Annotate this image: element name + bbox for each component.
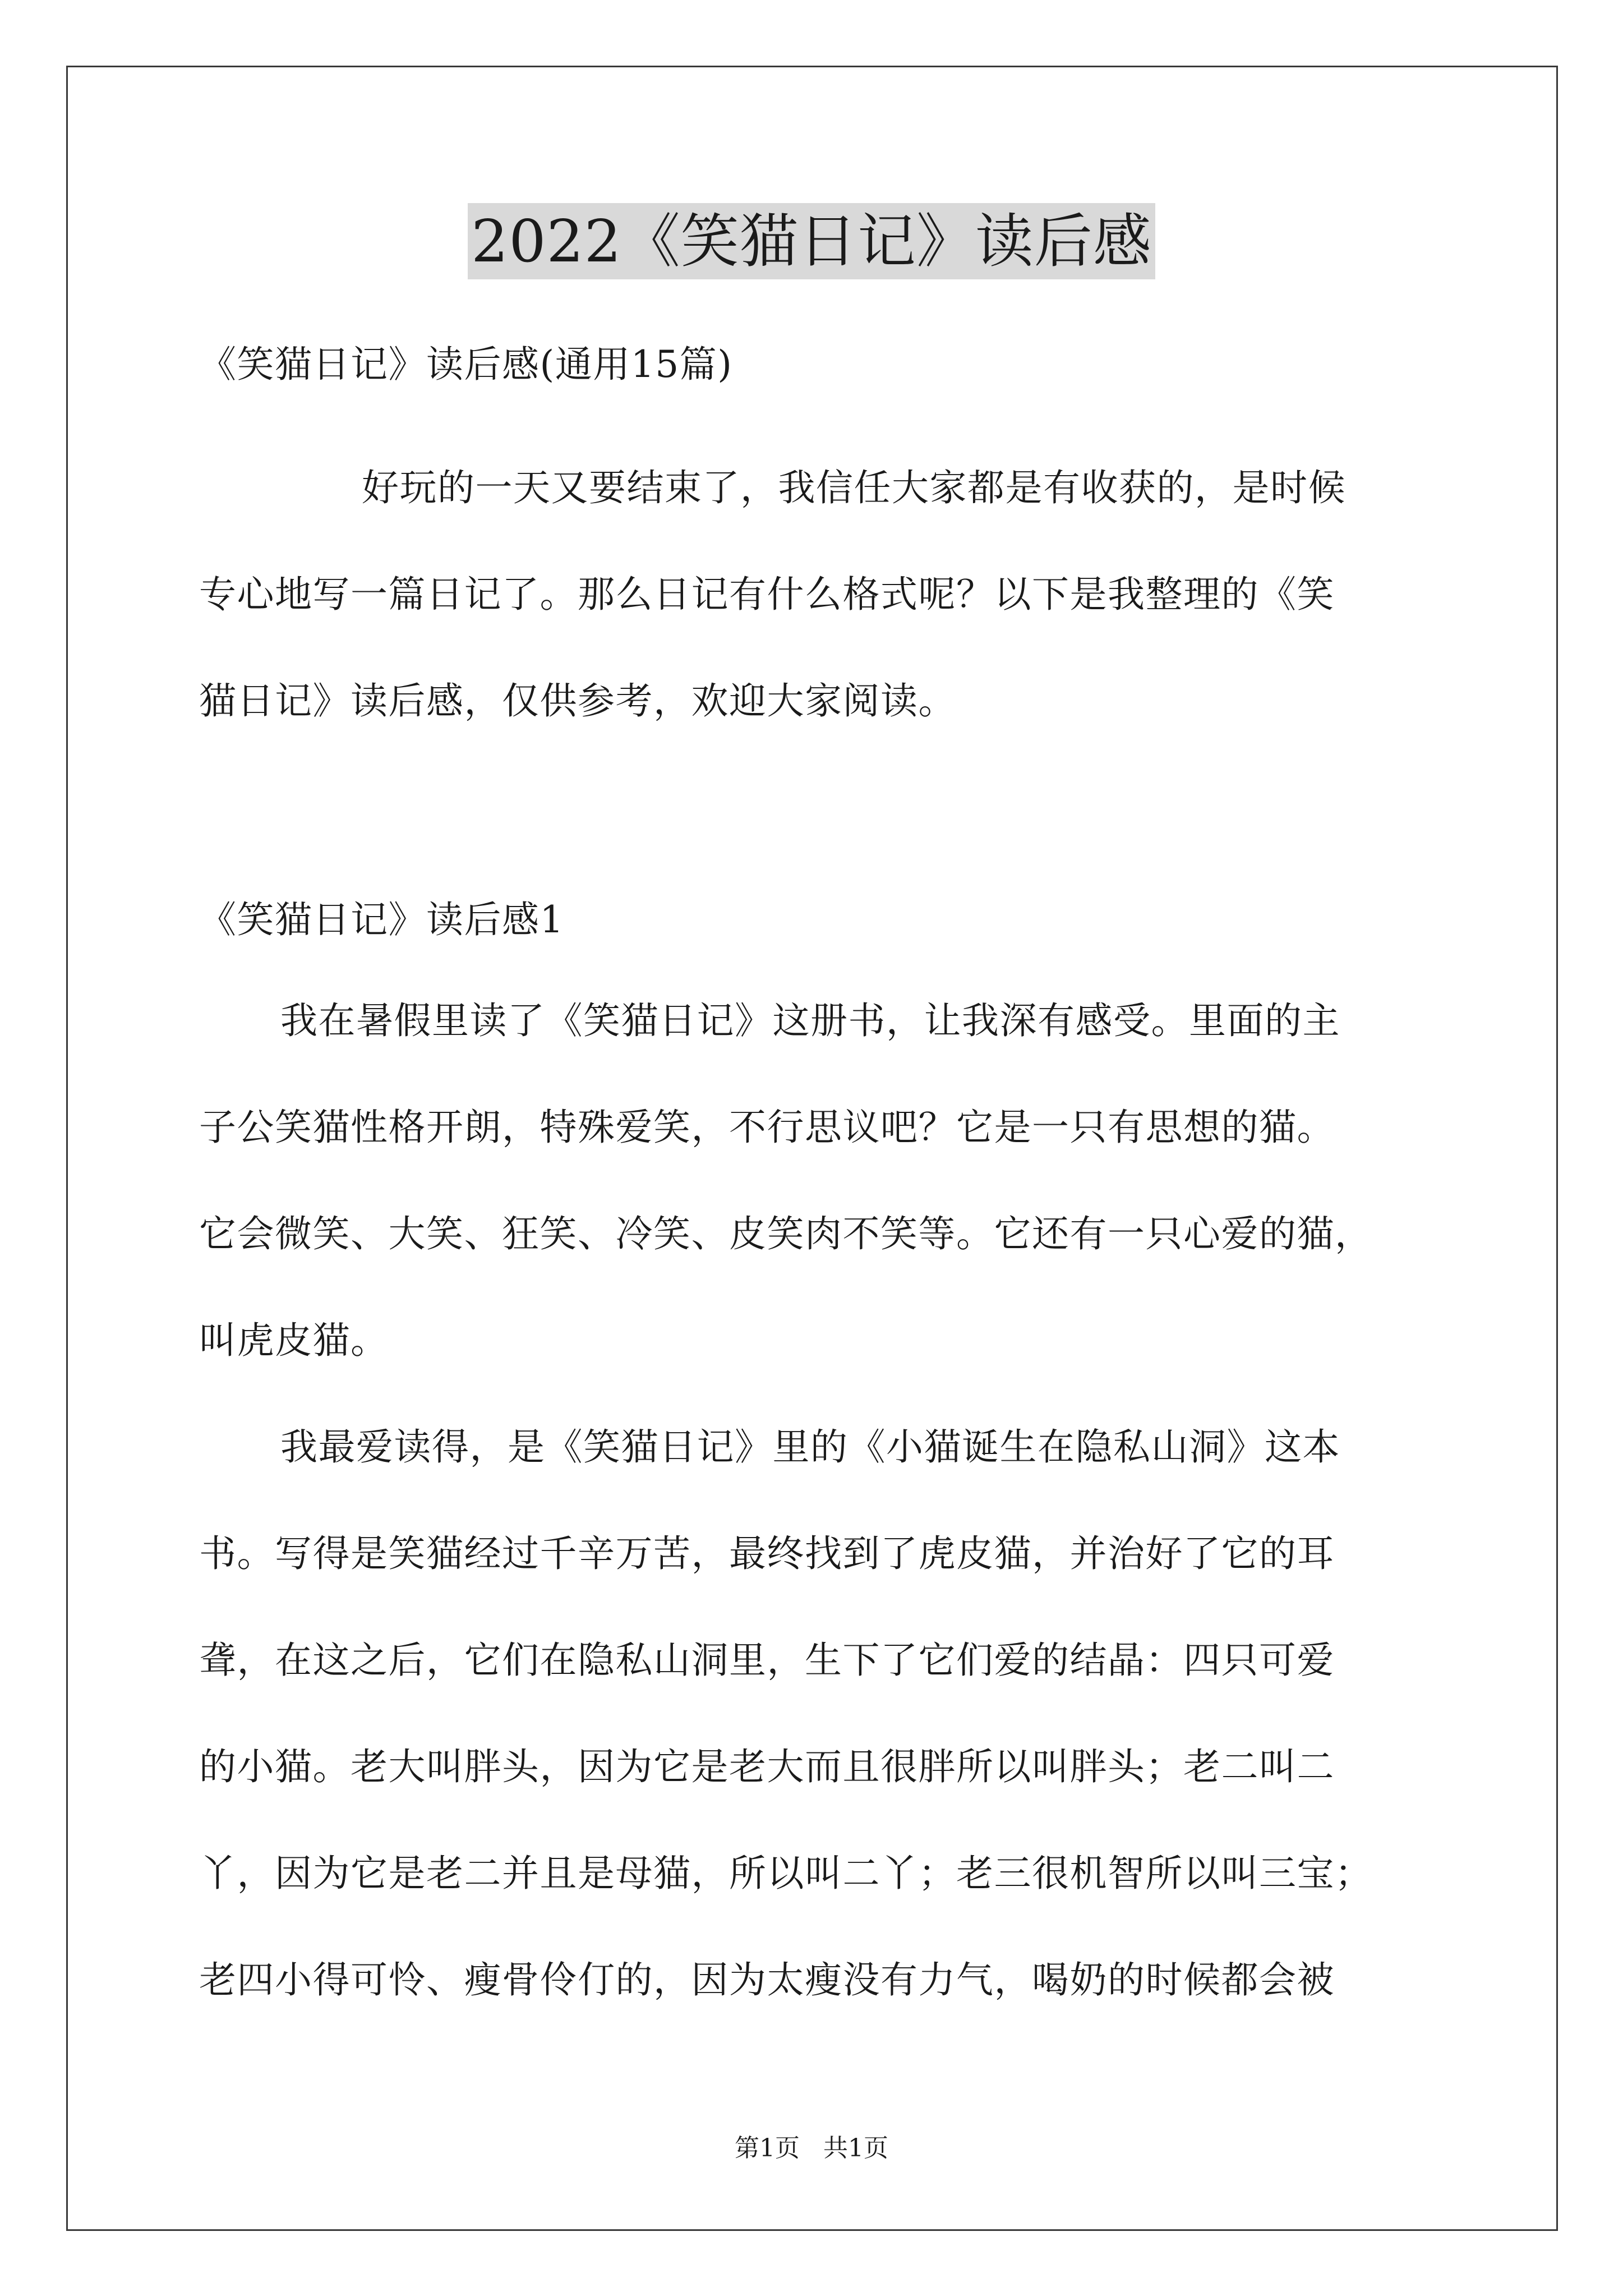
paragraph-line: 叫虎皮猫。 <box>199 1319 389 1362</box>
subtitle: 《笑猫日记》读后感(通用15篇) <box>199 343 733 386</box>
paragraph-line: 老四小得可怜、瘦骨伶仃的，因为太瘦没有力气，喝奶的时候都会被 <box>199 1958 1335 2001</box>
intro-line: 专心地写一篇日记了。那么日记有什么格式呢？以下是我整理的《笑 <box>199 573 1335 616</box>
document-title: 2022《笑猫日记》读后感 <box>468 203 1155 279</box>
page-number-total: 共1页 <box>823 2134 888 2162</box>
section-heading: 《笑猫日记》读后感1 <box>199 898 564 941</box>
paragraph-line: 我最爱读得，是《笑猫日记》里的《小猫诞生在隐私山洞》这本 <box>280 1425 1340 1469</box>
paragraph-line: 我在暑假里读了《笑猫日记》这册书，让我深有感受。里面的主 <box>280 999 1340 1042</box>
page-number-current: 第1页 <box>735 2134 800 2162</box>
title-container <box>0 203 1623 279</box>
paragraph-line: 丫，因为它是老二并且是母猫，所以叫二丫；老三很机智所以叫三宝； <box>199 1852 1373 1895</box>
paragraph-line: 子公笑猫性格开朗，特殊爱笑，不行思议吧？它是一只有思想的猫。 <box>199 1106 1335 1149</box>
paragraph-line: 它会微笑、大笑、狂笑、冷笑、皮笑肉不笑等。它还有一只心爱的猫， <box>199 1212 1373 1255</box>
intro-line: 好玩的一天又要结束了，我信任大家都是有收获的，是时候 <box>362 466 1346 509</box>
paragraph-line: 的小猫。老大叫胖头，因为它是老大而且很胖所以叫胖头；老二叫二 <box>199 1745 1335 1788</box>
paragraph-line: 书。写得是笑猫经过千辛万苦，最终找到了虎皮猫，并治好了它的耳 <box>199 1532 1335 1575</box>
intro-line: 猫日记》读后感，仅供参考，欢迎大家阅读。 <box>199 679 956 723</box>
page-footer <box>0 2132 1623 2165</box>
paragraph-line: 聋，在这之后，它们在隐私山洞里，生下了它们爱的结晶：四只可爱 <box>199 1639 1335 1682</box>
